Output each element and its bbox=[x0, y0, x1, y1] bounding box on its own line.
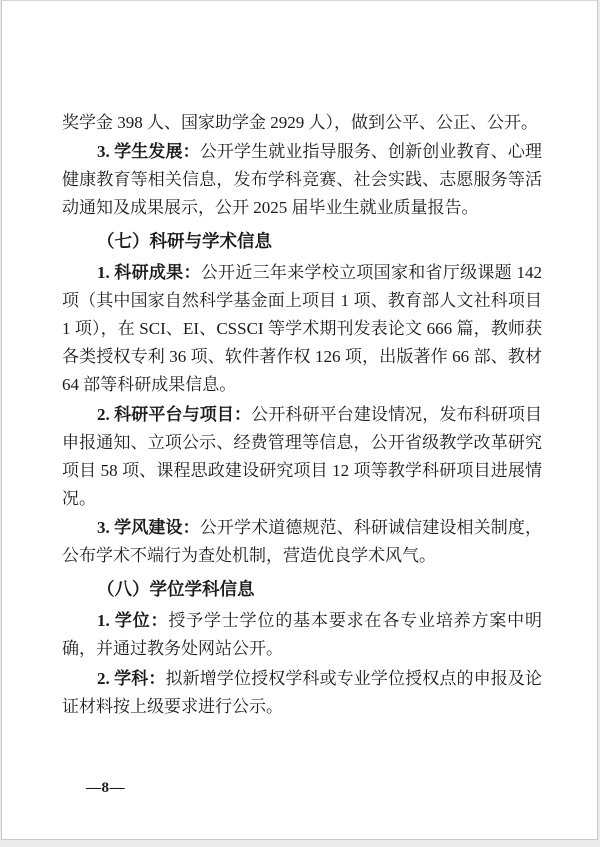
paragraph-research-results bbox=[62, 259, 542, 399]
paragraph-lead: 1. 科研成果： bbox=[97, 263, 201, 282]
paragraph-text: 拟新增学位授权学科或专业学位授权点的申报及论证材料按上级要求进行公示。 bbox=[62, 668, 543, 716]
paragraph-lead: 2. 科研平台与项目： bbox=[97, 404, 252, 424]
paragraph-lead: 2. 学科： bbox=[97, 668, 166, 688]
paragraph-scholarship-continuation bbox=[62, 109, 542, 137]
paragraph-text: 奖学金 398 人、国家助学金 2929 人），做到公平、公正、公开。 bbox=[62, 112, 538, 132]
paragraph-lead: 3. 学风建设： bbox=[97, 518, 200, 537]
section-heading-7: （七）科研与学术信息 bbox=[97, 231, 272, 251]
paragraph-text: 公开学生就业指导服务、创新创业教育、心理健康教育等相关信息，发布学科竞赛、社会实践、志愿服务等活动通知及成果展示，公开 2025 届毕业生就业质量报告。 bbox=[62, 142, 543, 217]
paragraph-student-development bbox=[62, 138, 542, 222]
document-page bbox=[1, 0, 598, 840]
paragraph-text: 授予学士学位的基本要求在各专业培养方案中明确，并通过教务处网站公开。 bbox=[62, 611, 543, 658]
paragraph-lead: 3. 学生发展： bbox=[97, 142, 200, 161]
paragraph-lead: 1. 学位： bbox=[97, 611, 169, 630]
section-heading-8: （八）学位学科信息 bbox=[97, 579, 255, 599]
paragraph-academic-conduct bbox=[62, 514, 542, 570]
page-number: —8— bbox=[86, 780, 125, 796]
paragraph-text: 公开近三年来学校立项国家和省厅级课题 142 项（其中国家自然科学基金面上项目 1 项、教育部人文社科项目 1 项），在 SCI、EI、CSSCI 等学术期刊发表论文 666 篇，教师获各类授权专利 36 项、软件著作权 126 项，出版著作 66 部、教材 64 部等科研成果信息。 bbox=[62, 263, 543, 394]
paragraph-degree bbox=[62, 607, 542, 663]
paragraph-research-platform bbox=[62, 401, 542, 513]
paragraph-text: 公开学术道德规范、科研诚信建设相关制度，公布学术不端行为查处机制，营造优良学术风气。 bbox=[62, 518, 543, 565]
paragraph-text: 公开科研平台建设情况，发布科研项目申报通知、立项公示、经费管理等信息，公开省级教学改革研究项目 58 项、课程思政建设研究项目 12 项等教学科研项目进展情况。 bbox=[62, 404, 543, 508]
paragraph-discipline bbox=[62, 665, 542, 721]
page-body-text bbox=[62, 107, 542, 722]
